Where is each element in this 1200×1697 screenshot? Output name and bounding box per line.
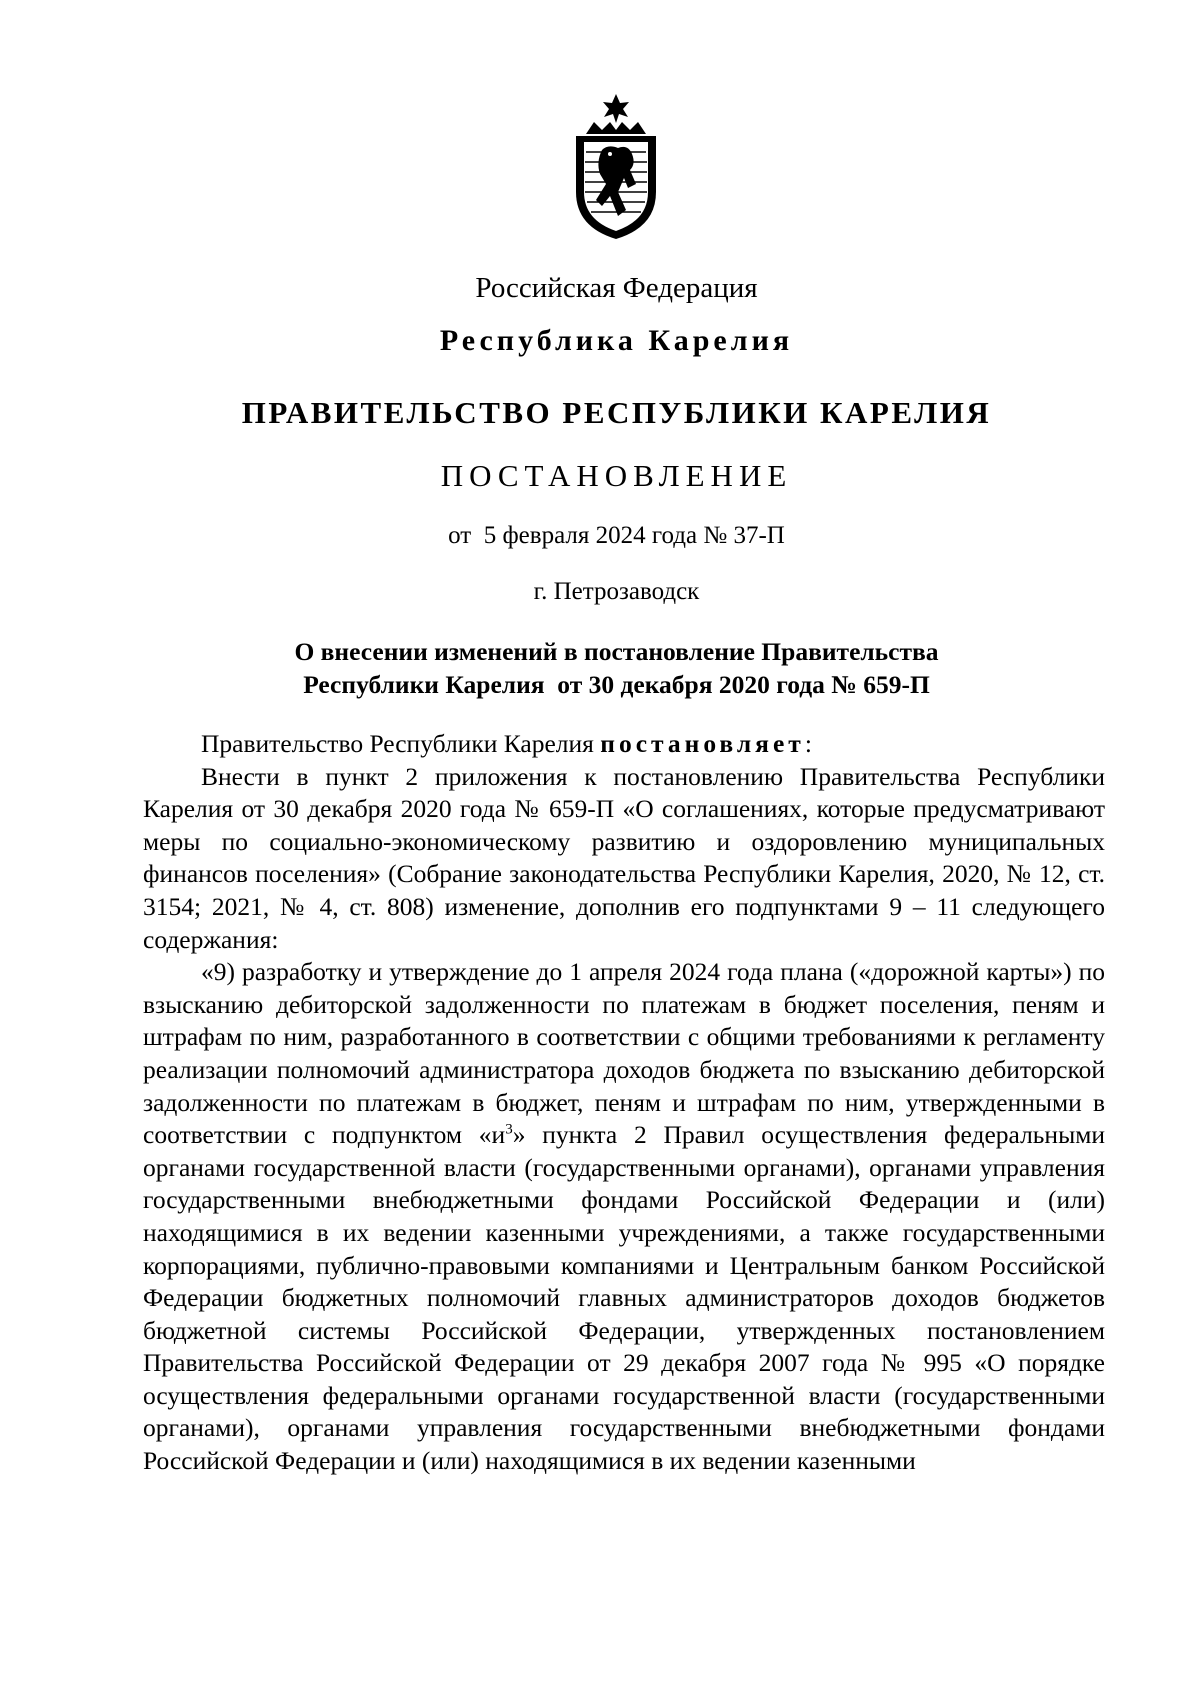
document-title bbox=[0, 635, 1200, 701]
paragraph-2-superscript: 3 bbox=[505, 1121, 513, 1138]
preamble-suffix: : bbox=[804, 729, 812, 758]
document-type: ПОСТАНОВЛЕНИЕ bbox=[440, 458, 793, 493]
preamble-paragraph bbox=[143, 728, 1105, 761]
paragraph-2 bbox=[143, 956, 1105, 1478]
title-line-1: О внесении изменений в постановление Правительства bbox=[294, 637, 939, 666]
document-body bbox=[143, 728, 1105, 1478]
preamble-prefix: Правительство Республики Карелия bbox=[201, 729, 601, 758]
country-name: Российская Федерация bbox=[475, 272, 758, 304]
document-city: г. Петрозаводск bbox=[533, 578, 700, 605]
republic-name: Республика Карелия bbox=[439, 324, 794, 357]
preamble-decree-word: постановляет bbox=[600, 729, 805, 758]
paragraph-2-part-1: «9) разработку и утверждение до 1 апреля 2024 года плана («дорожной карты») по взысканию дебиторской задолженности по платежам в бюджет поселения, пеням и штрафам по ним, разработанного в соответствии с общими требованиями к регламенту реализации полномочий администратора доходов бюджета по взысканию дебиторской задолженности по платежам в бюджет, пеням и штрафам по ним, утвержденными в соответствии с подпунктом «и bbox=[143, 957, 1105, 1150]
paragraph-1: Внести в пункт 2 приложения к постановлению Правительства Республики Карелия от 30 декабря 2020 года № 659-П «О соглашениях, которые предусматривают меры по социально-экономическому развитию и оздоровлению муниципальных финансов поселения» (Собрание законодательства Республики Карелия, 2020, № 12, ст. 3154; 2021, № 4, ст. 808) изменение, дополнив его подпунктами 9 – 11 следующего содержания: bbox=[143, 761, 1105, 954]
document-date-number: от 5 февраля 2024 года № 37-П bbox=[448, 522, 785, 549]
government-name: ПРАВИТЕЛЬСТВО РЕСПУБЛИКИ КАРЕЛИЯ bbox=[241, 395, 992, 430]
title-line-2: Республики Карелия от 30 декабря 2020 года № 659-П bbox=[303, 670, 930, 699]
coat-of-arms-emblem bbox=[566, 92, 666, 242]
paragraph-2-part-2: » пункта 2 Правил осуществления федеральными органами государственной власти (государственными органами), органами управления государственными внебюджетными фондами Российской Федерации и (или) находящимися в их ведении казенными учреждениями, а также государственными корпорациями, публично-правовыми компаниями и Центральным банком Российской Федерации бюджетных полномочий главных администраторов доходов бюджетов бюджетной системы Российской Федерации, утвержденных постановлением Правительства Российской Федерации от 29 декабря 2007 года № 995 «О порядке осуществления федеральными органами государственной власти (государственными органами), органами управления государственными внебюджетными фондами Российской Федерации и (или) находящимися в их ведении казенными bbox=[143, 1120, 1105, 1476]
